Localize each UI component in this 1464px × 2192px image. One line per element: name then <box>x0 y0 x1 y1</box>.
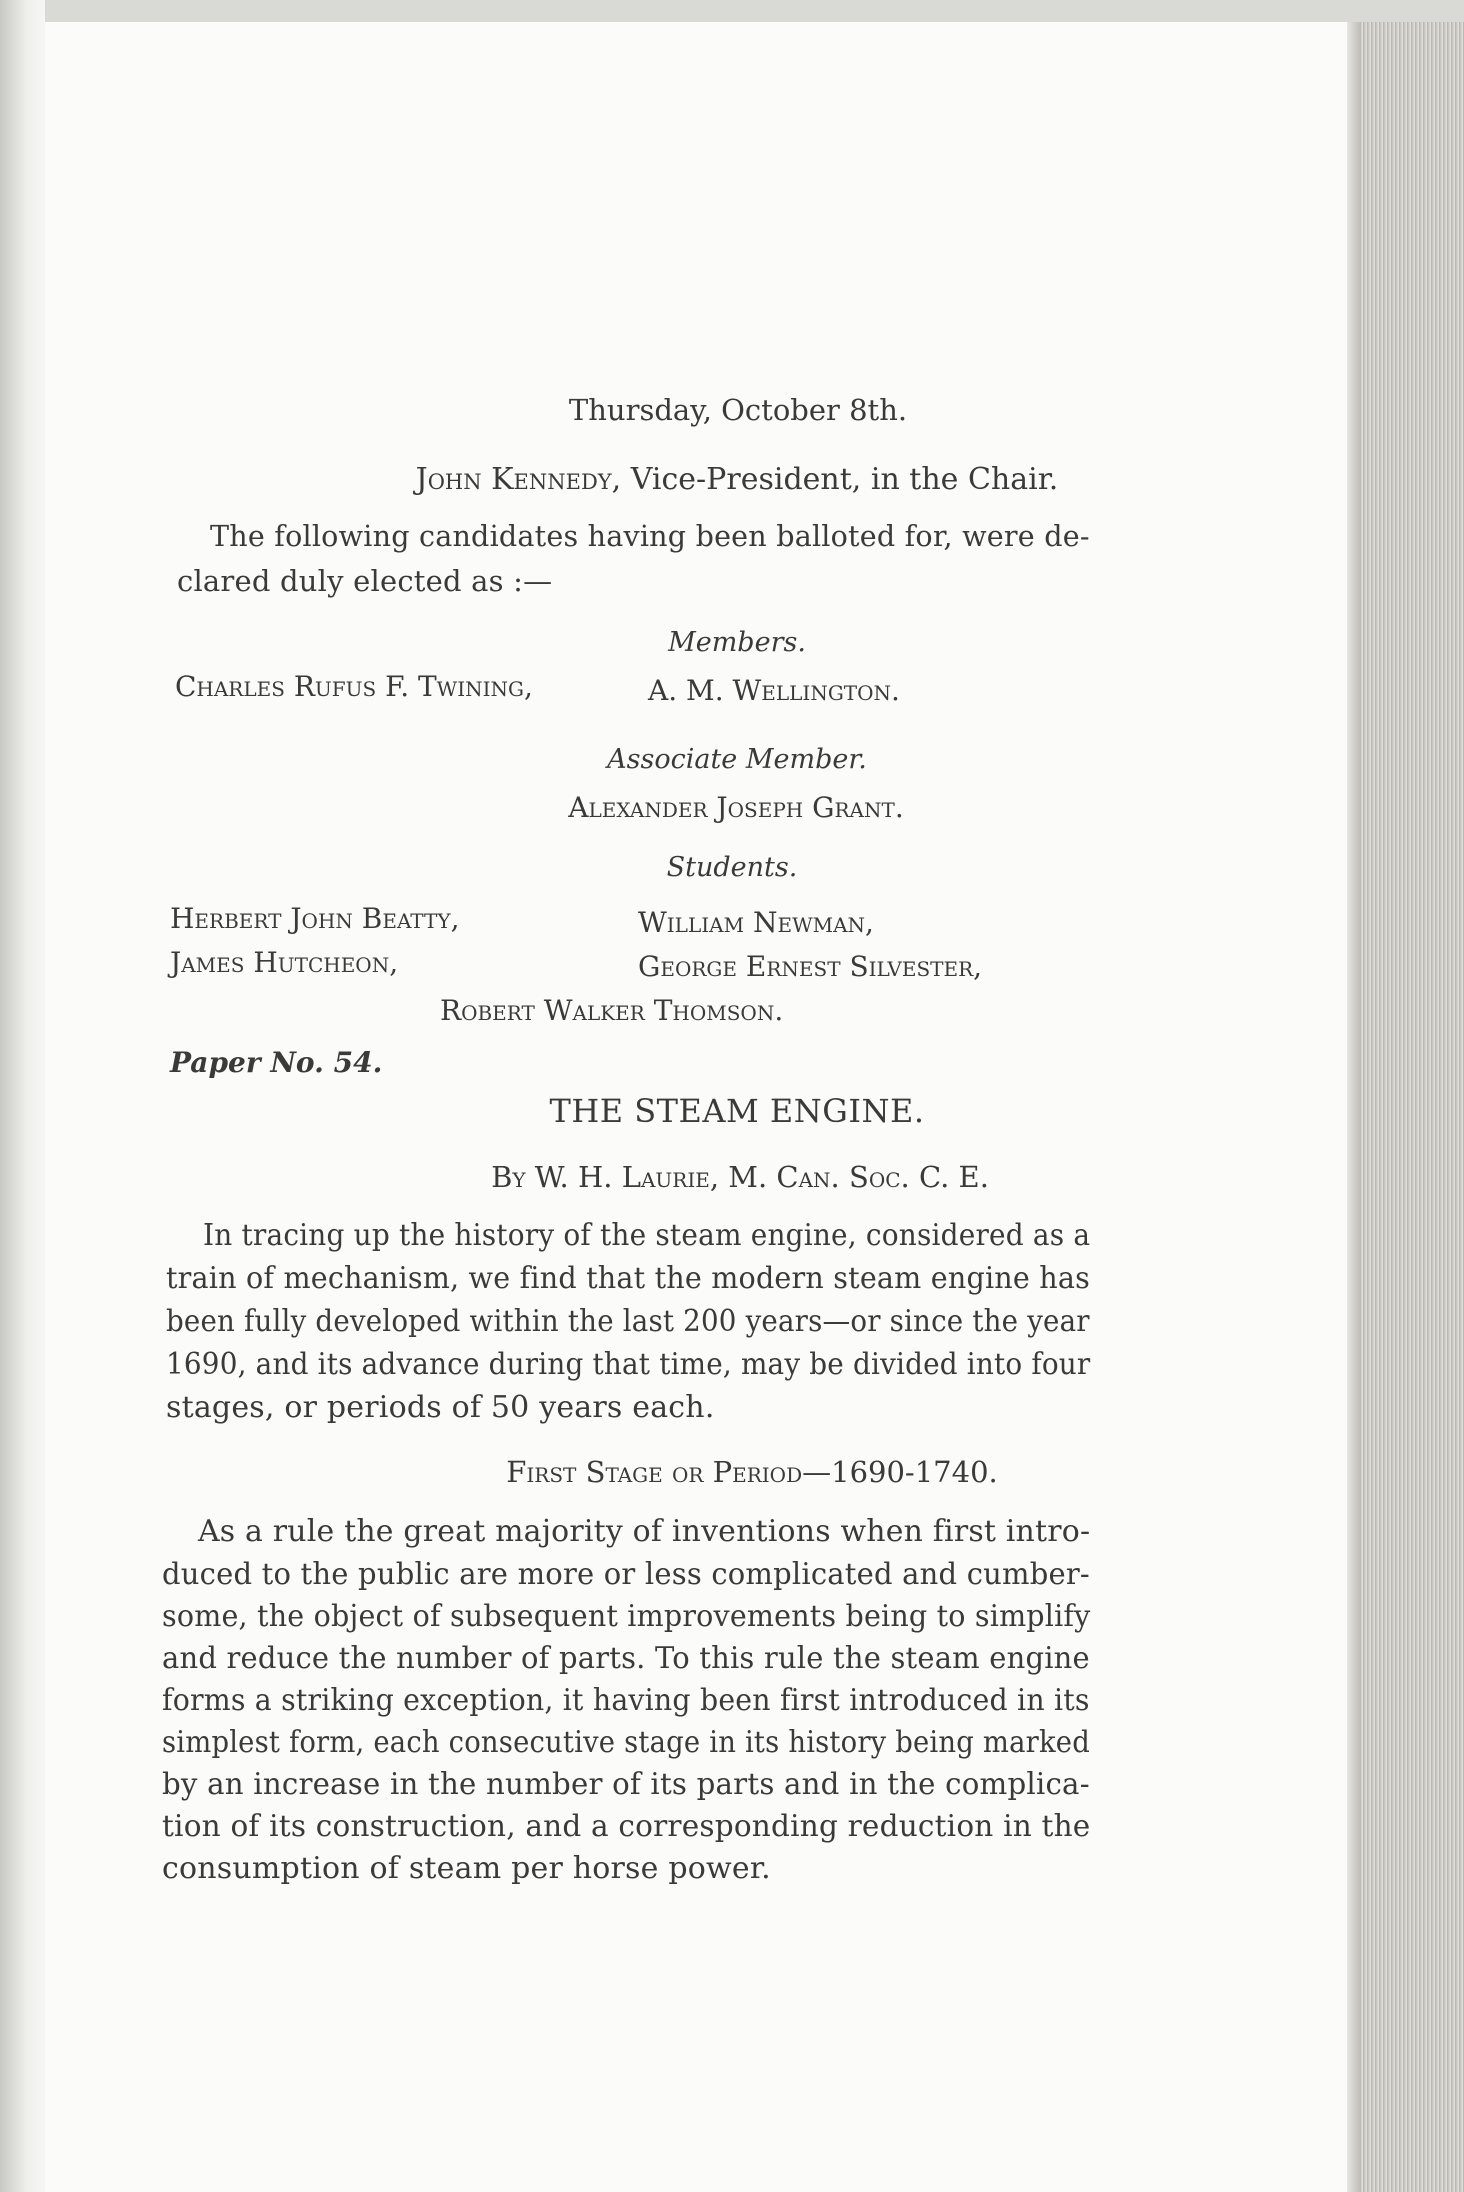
section-line-3: some, the object of subsequent improvements being to simplify <box>162 1599 1091 1634</box>
member-name-2: A. M. Wellington. <box>648 674 900 707</box>
student-name-5: Robert Walker Thomson. <box>440 994 784 1027</box>
section-line-8: tion of its construction, and a corresponding reduction in the <box>162 1809 1091 1844</box>
student-name-2: William Newman, <box>638 906 874 939</box>
paper-byline <box>0 1160 1464 1194</box>
intro-line-1: In tracing up the history of the steam engine, considered as a <box>203 1218 1091 1253</box>
members-heading: Members. <box>668 627 806 658</box>
section-line-2: duced to the public are more or less complicated and cumber- <box>162 1557 1090 1592</box>
member-name-1: Charles Rufus F. Twining, <box>175 670 533 703</box>
intro-line-5: stages, or periods of 50 years each. <box>166 1390 715 1425</box>
intro-line-2: train of mechanism, we find that the modern steam engine has <box>166 1261 1090 1296</box>
section-line-7: by an increase in the number of its parts and in the complica- <box>162 1767 1090 1802</box>
chair-name: John Kennedy <box>415 462 612 497</box>
students-heading: Students. <box>666 852 798 883</box>
section-line-4: and reduce the number of parts. To this rule the steam engine <box>162 1641 1090 1676</box>
section-line-9: consumption of steam per horse power. <box>162 1851 771 1886</box>
section-line-5: forms a striking exception, it having been first introduced in its <box>162 1683 1090 1718</box>
section-heading-text: First Stage or Period <box>506 1455 803 1489</box>
intro-line-3: been fully developed within the last 200 years—or since the year <box>166 1304 1090 1339</box>
byline-by: By <box>491 1160 526 1194</box>
student-name-3: James Hutcheon, <box>170 946 399 979</box>
section-line-1: As a rule the great majority of inventions when first intro- <box>198 1514 1091 1549</box>
section-line-6: simplest form, each consecutive stage in its history being marked <box>162 1725 1090 1760</box>
student-name-1: Herbert John Beatty, <box>170 902 460 935</box>
paper-title: THE STEAM ENGINE. <box>549 1092 925 1130</box>
byline-rest: M. Can. Soc. C. E. <box>728 1160 989 1194</box>
section-heading-dates: —1690-1740. <box>802 1455 998 1489</box>
section-heading <box>0 1455 1464 1489</box>
ballot-line-1: The following candidates having been balloted for, were de- <box>210 519 1090 553</box>
intro-line-4: 1690, and its advance during that time, may be divided into four <box>166 1347 1091 1382</box>
paper-number: Paper No. 54. <box>170 1046 383 1079</box>
ballot-line-2: clared duly elected as :— <box>177 564 553 598</box>
byline-author: W. H. Laurie, <box>534 1160 720 1194</box>
student-name-4: George Ernest Silvester, <box>638 950 983 983</box>
date-line: Thursday, October 8th. <box>568 393 908 427</box>
associate-member-name: Alexander Joseph Grant. <box>568 791 904 824</box>
chair-line <box>0 462 1464 497</box>
associate-member-heading: Associate Member. <box>607 744 867 775</box>
chair-rest: , Vice-President, in the Chair. <box>611 462 1059 497</box>
